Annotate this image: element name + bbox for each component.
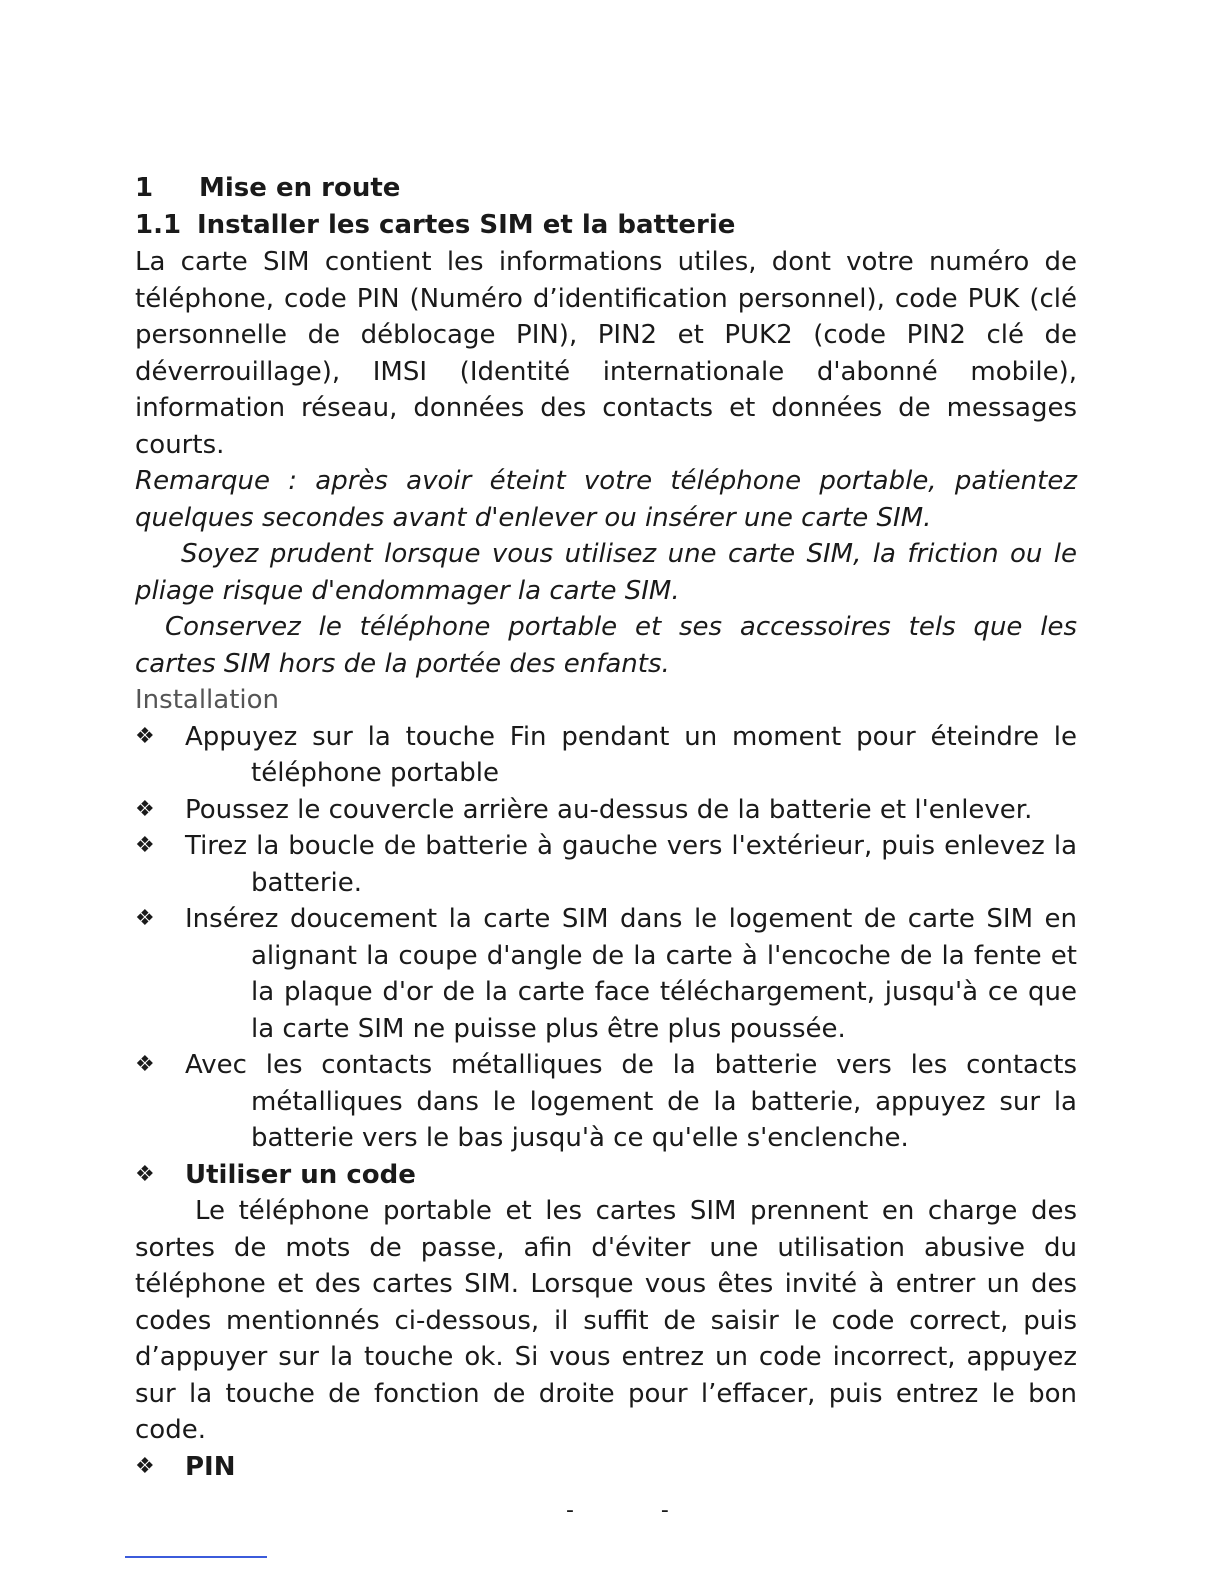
diamond-bullet-icon: ❖ bbox=[135, 723, 155, 749]
pin-heading: PIN bbox=[185, 1451, 236, 1482]
pin-heading-item bbox=[135, 1449, 1077, 1486]
installation-label: Installation bbox=[135, 685, 280, 715]
warning-paragraph-friction: Soyez prudent lorsque vous utilisez une carte SIM, la friction ou le pliage risque d'endommager la carte SIM. bbox=[135, 539, 1077, 606]
step-text: Poussez le couvercle arrière au-dessus de la batterie et l'enlever. bbox=[185, 794, 1033, 825]
code-heading: Utiliser un code bbox=[185, 1159, 416, 1190]
diamond-bullet-icon: ❖ bbox=[135, 1052, 155, 1077]
remark-paragraph: Remarque : après avoir éteint votre téléphone portable, patientez quelques secondes avant d'enlever ou insérer une carte SIM. bbox=[135, 466, 1077, 533]
diamond-bullet-icon: ❖ bbox=[135, 833, 155, 858]
code-paragraph: Le téléphone portable et les cartes SIM prennent en charge des sortes de mots de passe, afin d'éviter une utilisation abusive du téléphone et des cartes SIM. Lorsque vous êtes invité à entrer un des codes mentionnés ci-dessous, il suffit de saisir le code correct, puis d’appuyer sur la touche ok. Si vous entrez un code incorrect, appuyez sur la touche de fonction de droite pour l’effacer, puis entrez le bon code. bbox=[135, 1196, 1077, 1445]
installation-steps-list bbox=[135, 719, 1077, 1194]
diamond-bullet-icon: ❖ bbox=[135, 1453, 155, 1479]
diamond-bullet-icon: ❖ bbox=[135, 906, 155, 931]
subsection-number: 1.1 bbox=[135, 210, 182, 240]
section-number: 1 bbox=[135, 173, 154, 203]
diamond-bullet-icon: ❖ bbox=[135, 1161, 155, 1187]
step-text: Avec les contacts métalliques de la batterie vers les contacts métalliques dans le logement de la batterie, appuyez sur la batterie vers le bas jusqu'à ce qu'elle s'enclenche. bbox=[185, 1050, 1077, 1153]
list-item bbox=[135, 792, 1077, 829]
subsection-heading bbox=[135, 207, 1077, 244]
list-item bbox=[135, 719, 1077, 792]
section-heading bbox=[135, 170, 1077, 207]
pin-heading-list bbox=[135, 1449, 1077, 1486]
warning-paragraph-children: Conservez le téléphone portable et ses accessoires tels que les cartes SIM hors de la portée des enfants. bbox=[135, 612, 1077, 679]
page-content bbox=[135, 170, 1077, 1485]
step-text: Tirez la boucle de batterie à gauche vers l'extérieur, puis enlevez la batterie. bbox=[185, 831, 1077, 898]
page-number: - - bbox=[566, 1498, 709, 1523]
list-item bbox=[135, 1047, 1077, 1157]
subsection-title: Installer les cartes SIM et la batterie bbox=[197, 210, 736, 240]
code-heading-item bbox=[135, 1157, 1077, 1194]
intro-paragraph: La carte SIM contient les informations utiles, dont votre numéro de téléphone, code PIN (Numéro d’identification personnel), code PUK (clé personnelle de déblocage PIN), PIN2 et PUK2 (code PIN2 clé de déverrouillage), IMSI (Identité internationale d'abonné mobile), information réseau, données des contacts et données de messages courts. bbox=[135, 247, 1077, 460]
step-text: Appuyez sur la touche Fin pendant un moment pour éteindre le téléphone portable bbox=[185, 721, 1077, 788]
step-text: Insérez doucement la carte SIM dans le logement de carte SIM en alignant la coupe d'angle de la carte à l'encoche de la fente et la plaque d'or de la carte face téléchargement, jusqu'à ce que la carte SIM ne puisse plus être plus poussée. bbox=[185, 904, 1077, 1044]
diamond-bullet-icon: ❖ bbox=[135, 796, 155, 822]
list-item bbox=[135, 901, 1077, 1047]
list-item bbox=[135, 828, 1077, 901]
section-title: Mise en route bbox=[199, 173, 401, 203]
footnote-separator bbox=[125, 1556, 267, 1558]
